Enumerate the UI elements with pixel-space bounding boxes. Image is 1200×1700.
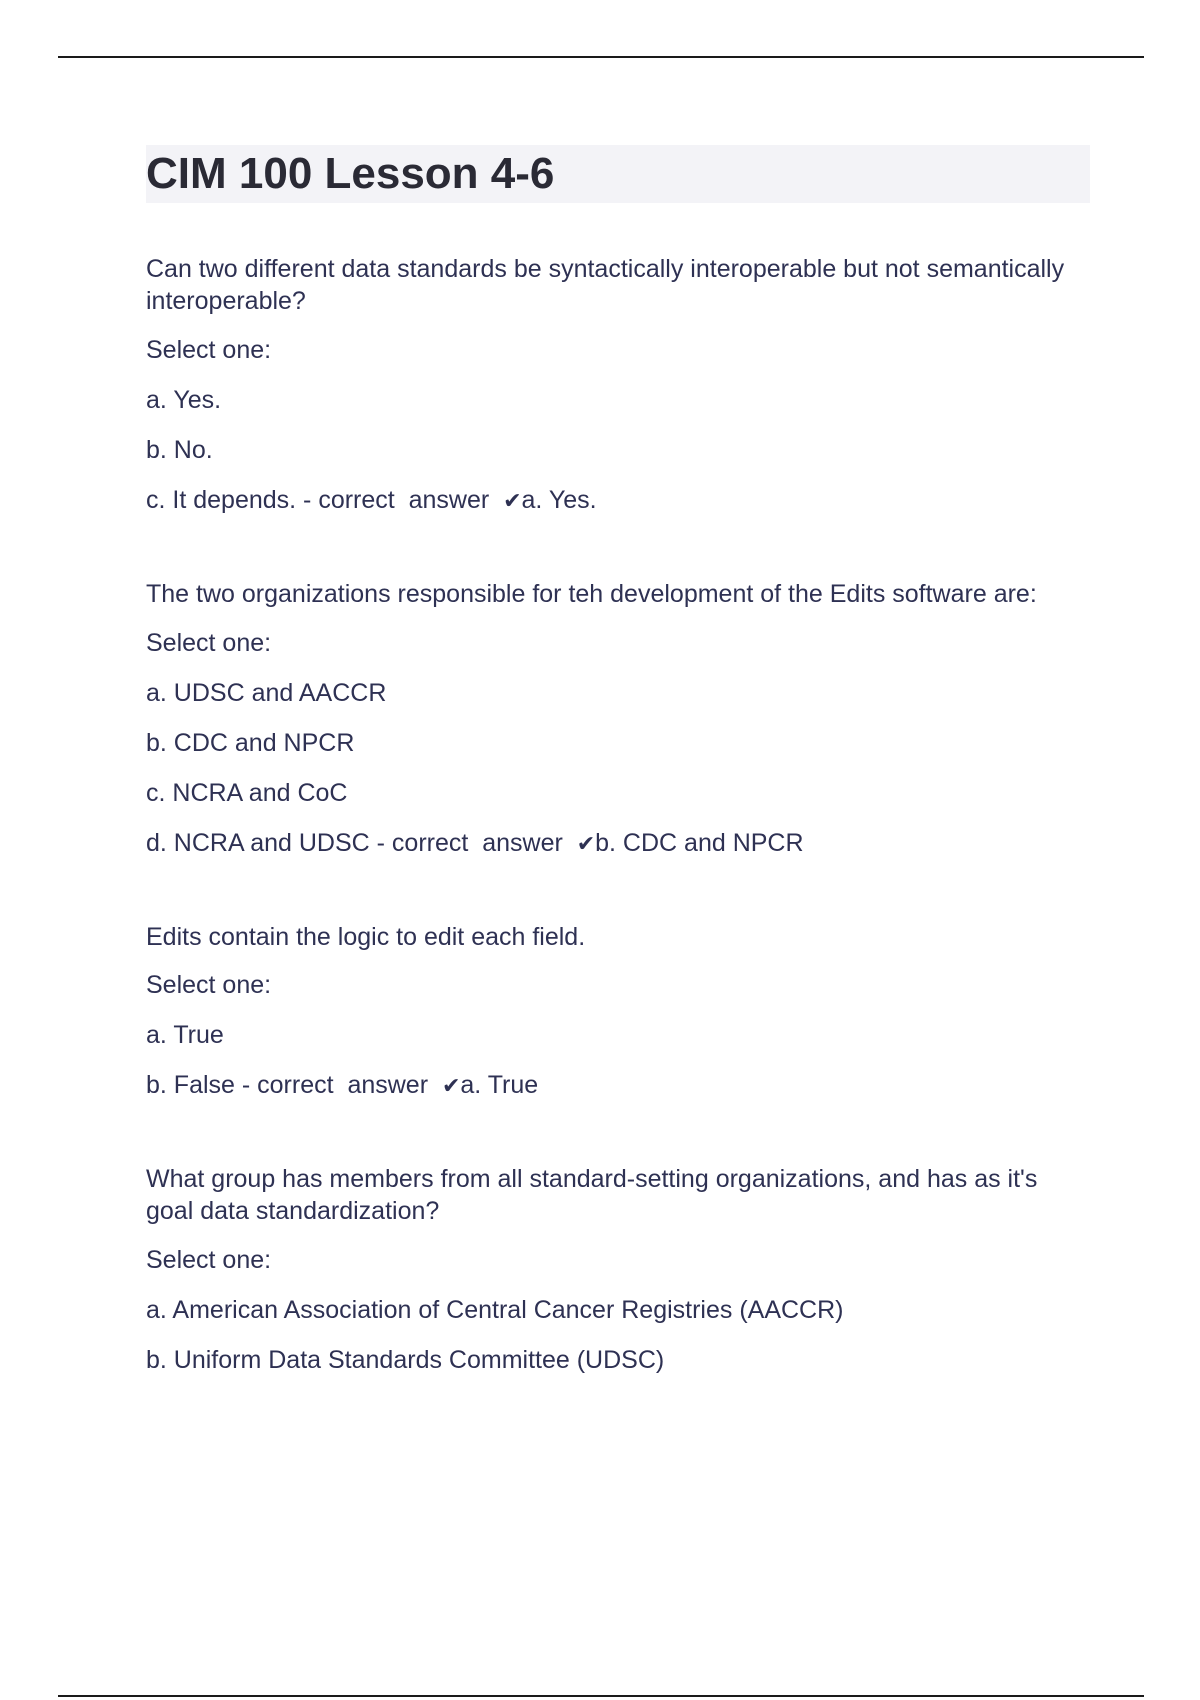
option: a. American Association of Central Cancer Registries (AACCR) [146,1296,844,1324]
question-1 [146,253,1090,518]
bottom-rule [58,1695,1144,1697]
select-one-prompt: Select one: [146,629,272,657]
option: b. No. [146,436,213,464]
question-text: Can two different data standards be syntactically interoperable but not semantically interoperable? [146,255,1065,315]
option: a. Yes. [146,386,222,414]
select-one-prompt: Select one: [146,1246,272,1274]
question-3 [146,921,1090,1103]
correct-answer: a. Yes. [521,486,597,514]
question-2 [146,578,1090,861]
option: a. True [146,1021,224,1049]
answer-line [146,827,1090,861]
checkmark-icon: ✔ [576,832,596,857]
checkmark-icon: ✔ [503,489,522,514]
option: b. Uniform Data Standards Committee (UDSC) [146,1346,665,1374]
select-one-prompt: Select one: [146,336,272,364]
option: c. NCRA and CoC [146,779,348,807]
question-text: The two organizations responsible for teh development of the Edits software are: [146,580,1037,608]
option: a. UDSC and AACCR [146,679,387,707]
answer-line [146,1069,1090,1103]
correct-answer: a. True [460,1071,539,1099]
top-rule [58,56,1144,58]
last-option: b. False - correct answer [146,1071,442,1099]
correct-answer: b. CDC and NPCR [595,829,804,857]
question-text: What group has members from all standard-setting organizations, and has as it's goal data standardization? [146,1165,1038,1225]
document-title: CIM 100 Lesson 4-6 [146,149,555,198]
title-band [146,145,1090,203]
select-one-prompt: Select one: [146,971,272,999]
answer-line [146,484,1090,518]
last-option: c. It depends. - correct answer [146,486,504,514]
document-body [146,145,1090,1376]
question-4 [146,1163,1090,1376]
last-option: d. NCRA and UDSC - correct answer [146,829,577,857]
checkmark-icon: ✔ [441,1074,461,1099]
question-text: Edits contain the logic to edit each field. [146,923,586,951]
option: b. CDC and NPCR [146,729,355,757]
